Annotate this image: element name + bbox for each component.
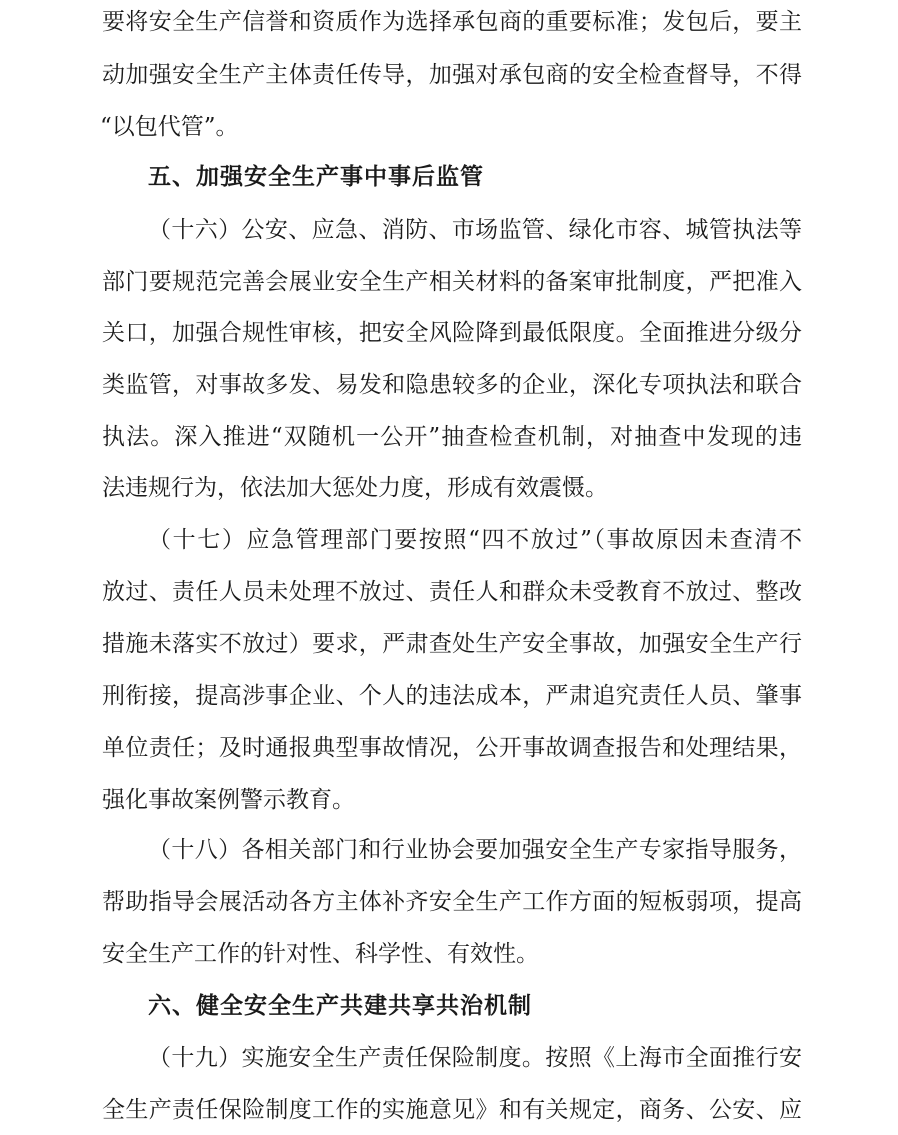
paragraph-line: （十六）公安、应急、消防、市场监管、绿化市容、城管执法等: [148, 217, 802, 243]
paragraph-line: 要将安全生产信誉和资质作为选择承包商的重要标准；发包后，要主: [102, 9, 802, 35]
paragraph-line: 刑衔接，提高涉事企业、个人的违法成本，严肃追究责任人员、肇事: [102, 683, 802, 709]
paragraph-line: “以包代管”。: [100, 114, 239, 140]
paragraph-line: 放过、责任人员未处理不放过、责任人和群众未受教育不放过、整改: [102, 579, 802, 605]
section-heading-6: 六、健全安全生产共建共享共治机制: [148, 993, 532, 1019]
section-heading-5: 五、加强安全生产事中事后监管: [148, 164, 484, 190]
paragraph-line: 类监管，对事故多发、易发和隐患较多的企业，深化专项执法和联合: [102, 372, 802, 398]
paragraph-line: （十八）各相关部门和行业协会要加强安全生产专家指导服务，: [148, 837, 802, 863]
paragraph-line: 关口，加强合规性审核，把安全风险降到最低限度。全面推进分级分: [102, 320, 802, 346]
paragraph-line: 安全生产工作的针对性、科学性、有效性。: [102, 941, 539, 967]
paragraph-line: 强化事故案例警示教育。: [102, 787, 355, 813]
paragraph-line: 部门要规范完善会展业安全生产相关材料的备案审批制度，严把准入: [102, 269, 802, 295]
paragraph-line: 执法。深入推进“双随机一公开”抽查检查机制，对抽查中发现的违: [102, 424, 802, 450]
paragraph-line: 动加强安全生产主体责任传导，加强对承包商的安全检查督导，不得: [102, 62, 802, 88]
paragraph-line: 法违规行为，依法加大惩处力度，形成有效震慑。: [102, 475, 608, 501]
paragraph-line: （十七）应急管理部门要按照“四不放过”（事故原因未查清不: [148, 527, 802, 553]
paragraph-line: 全生产责任保险制度工作的实施意见》和有关规定，商务、公安、应: [102, 1097, 802, 1123]
paragraph-line: 单位责任；及时通报典型事故情况，公开事故调查报告和处理结果，: [102, 735, 802, 761]
paragraph-line: 帮助指导会展活动各方主体补齐安全生产工作方面的短板弱项，提高: [102, 889, 802, 915]
paragraph-line: 措施未落实不放过）要求，严肃查处生产安全事故，加强安全生产行: [102, 631, 802, 657]
paragraph-line: （十九）实施安全生产责任保险制度。按照《上海市全面推行安: [148, 1045, 802, 1071]
